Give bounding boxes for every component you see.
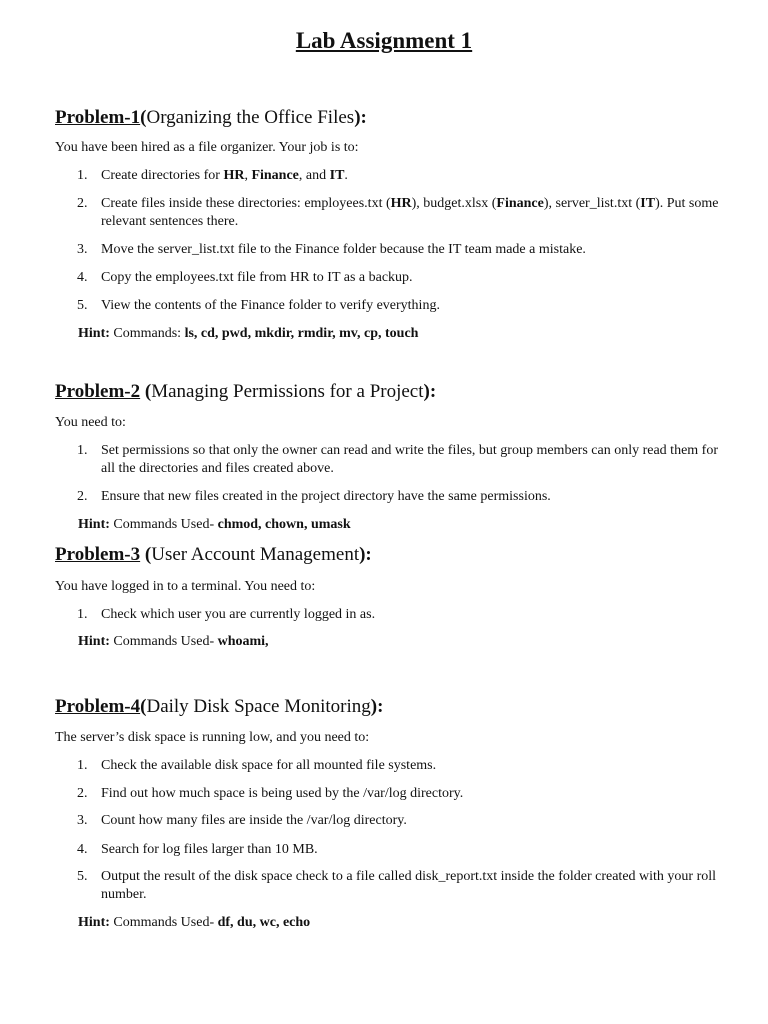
problem-4-hint: Hint: Commands Used- df, du, wc, echo [78,915,311,930]
list-item: 2. Ensure that new files created in the project directory have the same permissions. [77,489,551,504]
list-item: 5. Output the result of the disk space check to a file called disk_report.txt inside the folder created with your roll number. [77,869,717,902]
problem-2-intro: You need to: [55,415,126,430]
problem-1-label: Problem-1 [55,107,141,128]
problem-3-label: Problem-3 [55,544,141,565]
problem-4-heading: Problem-4(Daily Disk Space Monitoring): [55,696,384,717]
list-item: 3. Move the server_list.txt file to the Finance folder because the IT team made a mistake. [77,242,586,257]
page-title: Lab Assignment 1 [295,28,473,53]
problem-3-heading: Problem-3 (User Account Management): [55,544,372,565]
problem-2-subtitle: Managing Permissions for a Project [151,381,424,402]
problem-1-intro: You have been hired as a file organizer. Your job is to: [55,140,359,155]
problem-2-hint: Hint: Commands Used- chmod, chown, umask [78,517,351,532]
problem-3-intro: You have logged in to a terminal. You need to: [55,579,316,594]
problem-1-heading: Problem-1(Organizing the Office Files): [55,107,367,128]
list-item: 1. Create directories for HR, Finance, and IT. [77,168,348,183]
list-item: 4. Copy the employees.txt file from HR to IT as a backup. [77,270,413,285]
problem-1-hint: Hint: Commands: ls, cd, pwd, mkdir, rmdir, mv, cp, touch [78,326,419,341]
problem-4-subtitle: Daily Disk Space Monitoring [146,696,371,717]
problem-1-subtitle: Organizing the Office Files [146,107,355,128]
problem-2-heading: Problem-2 (Managing Permissions for a Project): [55,381,437,402]
list-item: 2. Find out how much space is being used by the /var/log directory. [77,786,464,801]
list-item: 4. Search for log files larger than 10 MB. [77,842,318,857]
problem-4-intro: The server’s disk space is running low, and you need to: [55,730,370,745]
list-item: 1. Check which user you are currently logged in as. [77,607,376,622]
problem-3-hint: Hint: Commands Used- whoami, [78,634,269,649]
list-item: 5. View the contents of the Finance folder to verify everything. [77,298,440,313]
list-item: 1. Set permissions so that only the owner can read and write the files, but group members can only read them for all the directories and files created above. [77,443,718,476]
list-item: 1. Check the available disk space for all mounted file systems. [77,758,437,773]
problem-4-label: Problem-4 [55,696,141,717]
problem-2-label: Problem-2 [55,381,141,402]
list-item: 3. Count how many files are inside the /var/log directory. [77,813,407,828]
list-item: 2. Create files inside these directories: employees.txt (HR), budget.xlsx (Finance), server_list.txt (IT). Put some relevant sentences there. [77,196,719,229]
problem-3-subtitle: User Account Management [151,544,360,565]
